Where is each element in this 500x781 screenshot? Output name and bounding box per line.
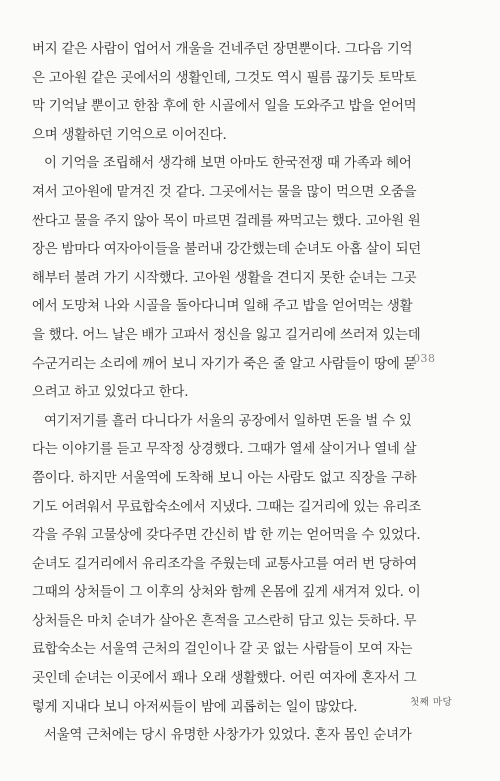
text-line: 으려고 하고 있었다고 한다. <box>32 385 189 401</box>
text-line: 렇게 지내다 보니 아저씨들이 밤에 괴롭히는 일이 많았다. <box>32 699 358 715</box>
text-line: 으며 생활하던 기억으로 이어진다. <box>32 127 227 143</box>
paragraph <box>32 150 422 407</box>
page-number: 038 <box>413 352 436 365</box>
text-line: 에서 도망쳐 나와 시골을 돌아다니며 일해 주고 밥을 얻어먹는 생활 <box>32 299 413 315</box>
text-line: 상처들은 마치 순녀가 살아온 흔적을 고스란히 담고 있는 듯하다. 무 <box>32 613 417 629</box>
text-line: 서울역 근처에는 당시 유명한 사창가가 있었다. 혼자 몸인 순녀가 <box>44 728 412 744</box>
text-line: 싼다고 물을 주지 않아 목이 마르면 걸레를 짜먹고는 했다. 고아원 원 <box>32 213 421 229</box>
text-line: 쯤이다. 하지만 서울역에 도착해 보니 아는 사람도 없고 직장을 구하 <box>32 470 417 486</box>
paragraph <box>32 722 412 751</box>
text-line: 이 기억을 조립해서 생각해 보면 아마도 한국전쟁 때 가족과 헤어 <box>44 156 412 172</box>
paragraph <box>32 36 417 150</box>
paragraph <box>32 408 422 723</box>
text-line: 장은 밤마다 여자아이들을 불러내 강간했는데 순녀도 아홉 살이 되던 <box>32 242 422 258</box>
text-line: 막 기억날 뿐이고 한참 후에 한 시골에서 일을 도와주고 밥을 얻어먹 <box>32 99 417 115</box>
text-line: 을 했다. 어느 날은 배가 고파서 정신을 잃고 길거리에 쓰러져 있는데 <box>32 327 421 343</box>
text-line: 여기저기를 흘러 다니다가 서울의 공장에서 일하면 돈을 벌 수 있 <box>44 413 412 429</box>
text-line: 각을 주워 고물상에 갖다주면 간신히 밥 한 끼는 얻어먹을 수 있었다. <box>32 528 421 544</box>
text-line: 다는 이야기를 듣고 무작정 상경했다. 그때가 열세 살이거나 열네 살 <box>32 442 417 458</box>
running-footer: 첫째 마당 <box>410 697 453 708</box>
text-line: 곳인데 순녀는 이곳에서 꽤나 오래 생활했다. 어린 여자에 혼자서 그 <box>32 671 417 687</box>
text-line: 순녀도 길거리에서 유리조각을 주웠는데 교통사고를 여러 번 당하여 <box>32 556 417 572</box>
text-line: 수군거리는 소리에 깨어 보니 자기가 죽은 줄 알고 사람들이 땅에 묻 <box>32 356 417 372</box>
text-line: 기도 어려워서 무료합숙소에서 지냈다. 그때는 길거리에 있는 유리조 <box>32 499 422 515</box>
text-line: 료합숙소는 서울역 근처의 걸인이나 갈 곳 없는 사람들이 모여 자는 <box>32 642 413 658</box>
text-line: 그때의 상처들이 그 이후의 상처와 함께 온몸에 깊게 새겨져 있다. 이 <box>32 585 421 601</box>
text-line: 버지 같은 사람이 업어서 개울을 건네주던 장면뿐이다. 그다음 기억 <box>32 42 413 57</box>
page-body <box>32 36 422 751</box>
text-line: 은 고아원 같은 곳에서의 생활인데, 그것도 역시 필름 끊기듯 토막토 <box>32 70 417 86</box>
text-line: 해부터 불려 가기 시작했다. 고아원 생활을 견디지 못한 순녀는 그곳 <box>32 270 417 286</box>
text-line: 져서 고아원에 맡겨진 것 같다. 그곳에서는 물을 많이 먹으면 오줌을 <box>32 184 417 200</box>
